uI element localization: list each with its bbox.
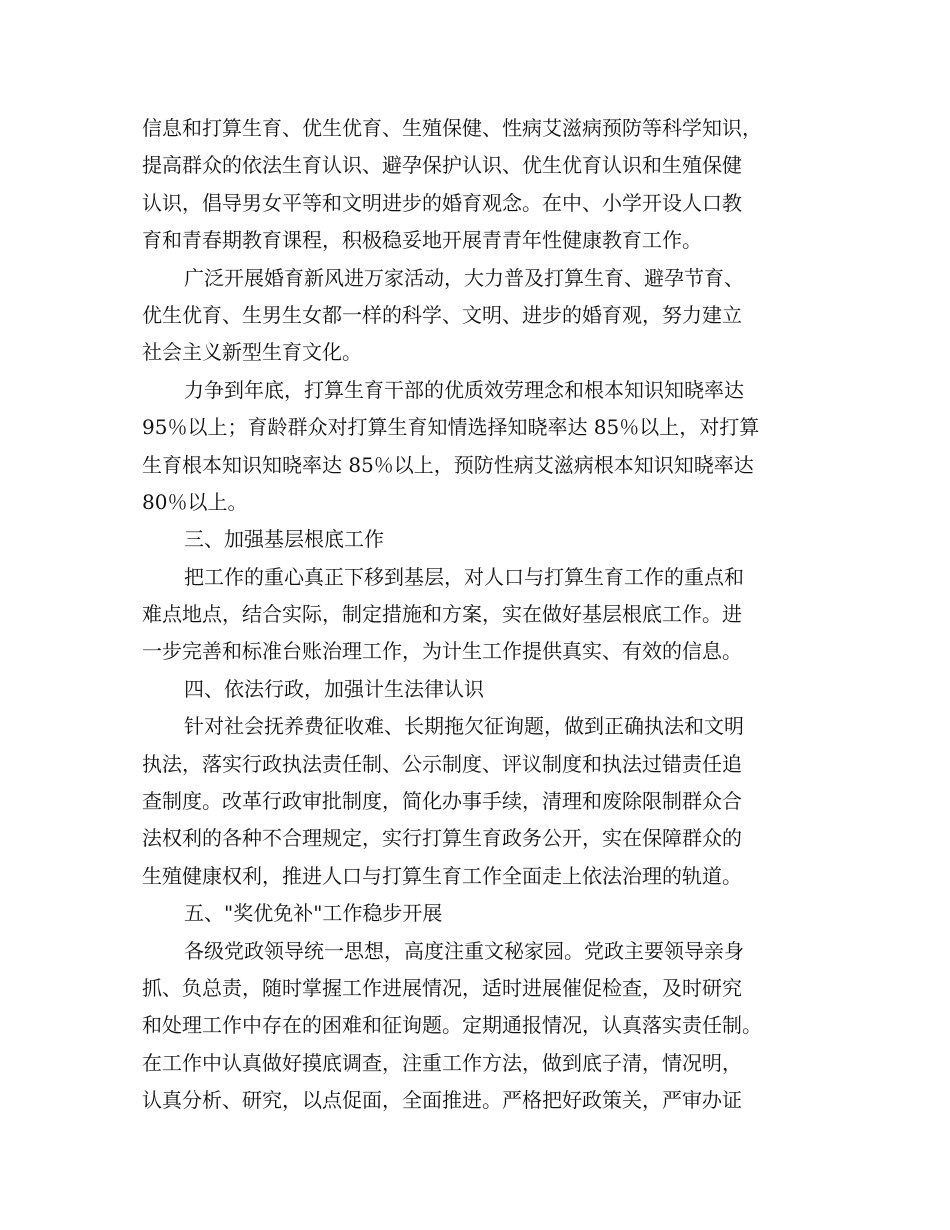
text-line: 育和青春期教育课程，积极稳妥地开展青青年性健康教育工作。: [142, 228, 702, 253]
text-line: 80％以上。: [142, 489, 248, 514]
text-line: 广泛开展婚育新风进万家活动，大力普及打算生育、避孕节育、: [184, 265, 744, 290]
text-line: 五、"奖优免补"工作稳步开展: [184, 901, 443, 926]
text-line: 四、依法行政，加强计生法律认识: [184, 676, 484, 701]
text-line: 在工作中认真做好摸底调查，注重工作方法，做到底子清，情况明，: [142, 1050, 742, 1075]
text-line: 抓、负总责，随时掌握工作进展情况，适时进展催促检查，及时研究: [142, 975, 742, 1000]
text-line: 优生优育、生男生女都一样的科学、文明、进步的婚育观，努力建立: [142, 302, 742, 327]
text-line: 一步完善和标准台账治理工作，为计生工作提供真实、有效的信息。: [142, 639, 742, 664]
document-body: [142, 110, 822, 1120]
text-line: 把工作的重心真正下移到基层，对人口与打算生育工作的重点和: [184, 564, 744, 589]
text-line: 查制度。改革行政审批制度，简化办事手续，清理和废除限制群众合: [142, 789, 742, 814]
text-line: 法权利的各种不合理规定，实行打算生育政务公开，实在保障群众的: [142, 826, 742, 851]
text-line: 和处理工作中存在的困难和征询题。定期通报情况，认真落实责任制。: [142, 1013, 762, 1038]
text-line: 难点地点，结合实际，制定措施和方案，实在做好基层根底工作。进: [142, 602, 742, 627]
text-line: 力争到年底，打算生育干部的优质效劳理念和根本知识知晓率达: [184, 377, 744, 402]
text-line: 社会主义新型生育文化。: [142, 340, 362, 365]
text-line: 认真分析、研究，以点促面，全面推进。严格把好政策关，严审办证: [142, 1088, 742, 1113]
text-line: 生育根本知识知晓率达 85％以上，预防性病艾滋病根本知识知晓率达: [142, 452, 754, 477]
text-line: 三、加强基层根底工作: [184, 527, 384, 552]
text-line: 各级党政领导统一思想，高度注重文秘家园。党政主要领导亲身: [184, 938, 744, 963]
text-line: 执法，落实行政执法责任制、公示制度、评议制度和执法过错责任追: [142, 751, 742, 776]
text-line: 认识，倡导男女平等和文明进步的婚育观念。在中、小学开设人口教: [142, 190, 742, 215]
text-line: 95％以上；育龄群众对打算生育知情选择知晓率达 85％以上，对打算: [142, 415, 760, 440]
text-line: 生殖健康权利，推进人口与打算生育工作全面走上依法治理的轨道。: [142, 863, 742, 888]
text-line: 针对社会抚养费征收难、长期拖欠征询题，做到正确执法和文明: [184, 714, 744, 739]
text-line: 信息和打算生育、优生优育、生殖保健、性病艾滋病预防等科学知识，: [142, 116, 762, 140]
text-line: 提高群众的依法生育认识、避孕保护认识、优生优育认识和生殖保健: [142, 153, 742, 178]
